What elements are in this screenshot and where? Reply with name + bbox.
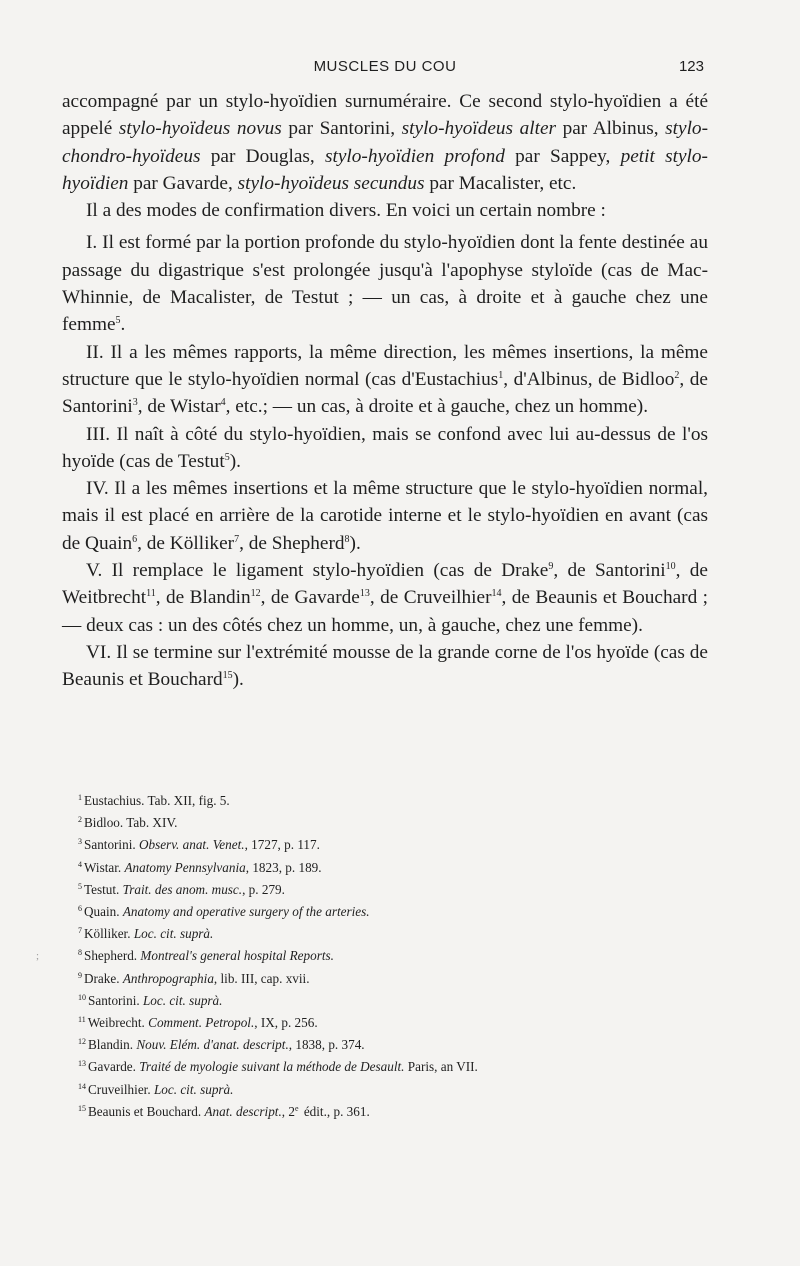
footnote-text: Testut. Trait. des anom. musc., p. 279. [84, 881, 285, 897]
footnote-number: 10 [78, 992, 86, 1002]
paragraph: accompagné par un stylo-hyoïdien surnuméraire. Ce second stylo-hyoïdien a été appelé stylo-hyoïdeus novus par Santorini, stylo-hyoïdeus alter par Albinus, stylo-chondro-hyoïdeus par Douglas, stylo-hyoïdien profond par Sappey, petit stylo-hyoïdien par Gavarde, stylo-hyoïdeus secundus par Macalister, etc. [62, 91, 708, 194]
footnote-text: Drake. Anthropographia, lib. III, cap. xvii. [84, 970, 310, 986]
margin-mark: ; [36, 950, 40, 962]
footnote [78, 790, 698, 812]
footnote [78, 1012, 698, 1034]
footnote-text: Quain. Anatomy and operative surgery of the arteries. [84, 904, 370, 920]
footnote-text: Wistar. Anatomy Pennsylvania, 1823, p. 189. [84, 859, 322, 875]
footnotes [78, 790, 698, 1123]
paragraph: Il a des modes de confirmation divers. En voici un certain nombre : [86, 200, 606, 222]
running-header [62, 58, 708, 80]
paragraph: III. Il naît à côté du stylo-hyoïdien, mais se confond avec lui au-dessus de l'os hyoïde (cas de Testut$^5$). [62, 423, 708, 472]
footnote [78, 923, 698, 945]
footnote-number: 8 [78, 948, 82, 958]
footnote-number: 12 [78, 1037, 86, 1047]
footnote [78, 1079, 698, 1101]
footnote [78, 879, 698, 901]
footnote-text: Beaunis et Bouchard. Anat. descript., 2e édit., p. 361. [88, 1103, 370, 1119]
footnote [78, 834, 698, 856]
paragraph: V. Il remplace le ligament stylo-hyoïdien (cas de Drake$^9$, de Santorini$^{10}$, de Weitbrecht$^{11}$, de Blandin$^{12}$, de Gavarde$^{13}$, de Cruveilhier$^{14}$, de Beaunis et Bouchard ; — deux cas : un des côtés chez un homme, un, à gauche, chez une femme). [62, 560, 708, 636]
footnote-text: Shepherd. Montreal's general hospital Reports. [84, 948, 334, 964]
paragraph: I. Il est formé par la portion profonde du stylo-hyoïdien dont la fente destinée au passage du digastrique s'est prolongée jusqu'à l'apophyse styloïde (cas de Mac-Whinnie, de Macalister, de Testut ; — un cas, à droite et à gauche chez une femme$^5$. [62, 232, 708, 336]
footnote-text: Weibrecht. Comment. Petropol., IX, p. 256. [87, 1015, 318, 1031]
footnote-text: Cruveilhier. Loc. cit. suprà. [88, 1081, 234, 1097]
footnote [78, 857, 698, 879]
footnote-number: 7 [78, 926, 82, 936]
paragraph: VI. Il se termine sur l'extrémité mousse de la grande corne de l'os hyoïde (cas de Beaunis et Bouchard$^{15}$). [62, 641, 708, 691]
footnote-text: Santorini. Loc. cit. suprà. [88, 992, 223, 1008]
footnote [78, 1101, 698, 1123]
footnote [78, 1034, 698, 1056]
running-title: MUSCLES DU COU [313, 58, 457, 75]
footnote [78, 968, 698, 990]
footnote-number: 15 [78, 1103, 86, 1113]
footnote-number: 2 [78, 815, 82, 825]
footnote-number: 9 [78, 970, 82, 980]
footnote [78, 1056, 698, 1078]
footnote-number: 5 [78, 881, 82, 891]
footnote [78, 990, 698, 1012]
footnote-text: Santorini. Observ. anat. Venet., 1727, p. 117. [84, 837, 320, 853]
footnote-number: 4 [78, 859, 82, 869]
footnote-text: Eustachius. Tab. XII, fig. 5. [84, 793, 230, 808]
footnote-text: Gavarde. Traité de myologie suivant la méthode de Desault. Paris, an VII. [88, 1059, 478, 1075]
footnote [78, 945, 698, 967]
body-text [62, 88, 708, 694]
footnote [78, 812, 698, 834]
footnote-number: 11 [78, 1015, 86, 1025]
footnote-number: 13 [78, 1059, 86, 1069]
footnote-text: Blandin. Nouv. Elém. d'anat. descript., 1838, p. 374. [88, 1037, 365, 1053]
footnote-number: 14 [78, 1081, 86, 1091]
paragraph: II. Il a les mêmes rapports, la même direction, les mêmes insertions, la même structure que le stylo-hyoïdien normal (cas d'Eustachius$^1$, d'Albinus, de Bidloo$^2$, de Santorini$^3$, de Wistar$^4$, etc.; — un cas, à droite et à gauche, chez un homme). [62, 341, 708, 418]
footnote-number: 1 [78, 793, 82, 802]
footnote-text: Kölliker. Loc. cit. suprà. [84, 926, 214, 942]
footnote-number: 3 [78, 837, 82, 847]
footnote-text: Bidloo. Tab. XIV. [84, 815, 178, 831]
page-number: 123 [678, 58, 704, 75]
paragraph: IV. Il a les mêmes insertions et la même structure que le stylo-hyoïdien normal, mais il est placé en arrière de la carotide interne et le stylo-hyoïdien en avant (cas de Quain$^6$, de Kölliker$^7$, de Shepherd$^8$). [62, 478, 708, 554]
footnote-number: 6 [78, 904, 82, 914]
footnote [78, 901, 698, 923]
